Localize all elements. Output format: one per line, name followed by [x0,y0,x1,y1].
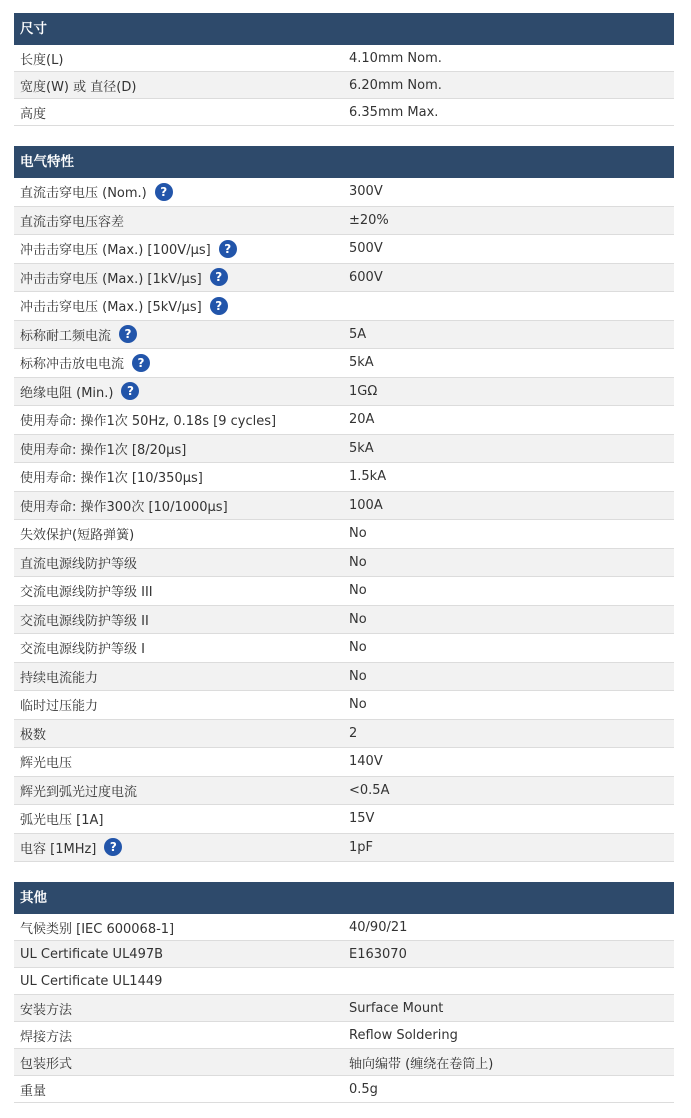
table-row [14,378,674,407]
row-value: 0.5g [349,1081,378,1097]
table-row [14,492,674,521]
table-row [14,995,674,1022]
row-label: 使用寿命: 操作300次 [10/1000µs] [20,499,228,515]
row-value: 2 [349,725,358,741]
row-label: 包装形式 [20,1056,73,1072]
table-row [14,406,674,435]
section-header: 尺寸 [14,13,674,45]
help-icon[interactable]: ? [121,382,139,400]
table-row [14,292,674,321]
table-row [14,99,674,126]
row-label: 持续电流能力 [20,670,99,686]
row-label-cell [14,182,343,201]
row-value: No [349,697,367,713]
table-row [14,1022,674,1049]
row-value: 20A [349,412,375,428]
row-label: 安装方法 [20,1002,73,1018]
row-label-cell [14,1053,343,1072]
row-label: 冲击击穿电压 (Max.) [100V/µs] [20,243,211,259]
row-label-cell [14,974,343,989]
row-label: 冲击击穿电压 (Max.) [1kV/µs] [20,271,202,287]
row-label: 失效保护(短路弹簧) [20,528,135,544]
row-value: 5kA [349,355,374,371]
row-label-cell [14,610,343,629]
row-label-cell [14,239,343,258]
row-label-cell [14,1026,343,1045]
row-value: 140V [349,754,383,770]
help-icon[interactable]: ? [219,240,237,258]
table-row [14,805,674,834]
row-label-cell [14,752,343,771]
table-row [14,520,674,549]
table-row [14,777,674,806]
table-row [14,663,674,692]
table-row [14,435,674,464]
table-row [14,235,674,264]
row-label-cell [14,49,343,68]
row-label-cell [14,781,343,800]
row-label: 辉光电压 [20,756,73,772]
section-header: 电气特性 [14,146,674,178]
row-label: 长度(L) [20,52,64,68]
row-value: <0.5A [349,782,390,798]
spec-section [14,13,674,126]
row-value: 5A [349,326,367,342]
table-row [14,1049,674,1076]
row-value: Reflow Soldering [349,1027,458,1043]
help-icon[interactable]: ? [155,183,173,201]
row-label-cell [14,211,343,230]
row-value: 6.20mm Nom. [349,77,442,93]
row-label-cell [14,353,343,372]
row-value: No [349,640,367,656]
help-icon[interactable]: ? [132,354,150,372]
table-row [14,72,674,99]
help-icon[interactable]: ? [210,297,228,315]
row-value: 1pF [349,839,374,855]
row-label: 直流击穿电压 (Nom.) [20,186,147,202]
table-row [14,748,674,777]
table-row [14,914,674,941]
spec-section [14,146,674,862]
row-value: 轴向编带 (缠绕在卷筒上) [349,1056,494,1072]
row-label-cell [14,524,343,543]
row-label-cell [14,467,343,486]
row-label: 宽度(W) 或 直径(D) [20,79,137,95]
row-label: 电容 [1MHz] [20,841,97,857]
row-label-cell [14,638,343,657]
row-label: 交流电源线防护等级 II [20,613,149,629]
row-label-cell [14,838,343,857]
row-value: 500V [349,241,383,257]
row-value: No [349,554,367,570]
row-label-cell [14,695,343,714]
row-label: 极数 [20,727,47,743]
spec-tables [14,13,674,1103]
row-label: 使用寿命: 操作1次 [8/20µs] [20,442,187,458]
row-value: ±20% [349,212,389,228]
table-row [14,606,674,635]
row-value: No [349,668,367,684]
table-row [14,207,674,236]
row-label: 绝缘电阻 (Min.) [20,385,114,401]
row-value: 1.5kA [349,469,387,485]
row-label: UL Certificate UL497B [20,946,164,962]
table-row [14,577,674,606]
table-row [14,463,674,492]
row-label-cell [14,947,343,962]
row-label: 直流击穿电压容差 [20,214,125,230]
row-label-cell [14,809,343,828]
row-label-cell [14,496,343,515]
table-row [14,321,674,350]
table-row [14,968,674,995]
row-label-cell [14,999,343,1018]
row-value: No [349,583,367,599]
row-label-cell [14,268,343,287]
table-row [14,264,674,293]
row-label-cell [14,382,343,401]
row-value: No [349,526,367,542]
table-row [14,634,674,663]
row-label: 直流电源线防护等级 [20,556,138,572]
row-label: 交流电源线防护等级 I [20,642,145,658]
row-label-cell [14,918,343,937]
row-label: 弧光电压 [1A] [20,813,104,829]
row-value: 15V [349,811,375,827]
row-label: 使用寿命: 操作1次 50Hz, 0.18s [9 cycles] [20,414,277,430]
row-value: 100A [349,497,383,513]
row-label-cell [14,724,343,743]
row-value: 5kA [349,440,374,456]
row-value: Surface Mount [349,1000,444,1016]
table-row [14,45,674,72]
row-value: 600V [349,269,383,285]
row-label-cell [14,581,343,600]
help-icon[interactable]: ? [119,325,137,343]
row-label: 使用寿命: 操作1次 [10/350µs] [20,471,203,487]
row-label: 标称冲击放电电流 [20,357,125,373]
row-label-cell [14,296,343,315]
row-label: UL Certificate UL1449 [20,973,163,989]
table-row [14,1076,674,1103]
row-label-cell [14,439,343,458]
row-label: 标称耐工频电流 [20,328,112,344]
row-label-cell [14,325,343,344]
table-row [14,349,674,378]
row-label-cell [14,553,343,572]
row-label: 冲击击穿电压 (Max.) [5kV/µs] [20,300,202,316]
row-value: E163070 [349,946,407,962]
row-label-cell [14,1080,343,1099]
table-row [14,720,674,749]
row-label-cell [14,103,343,122]
row-value: No [349,611,367,627]
table-row [14,691,674,720]
row-label: 高度 [20,106,47,122]
row-label: 重量 [20,1083,47,1099]
row-label: 临时过压能力 [20,699,99,715]
row-label-cell [14,410,343,429]
row-value: 1GΩ [349,383,378,399]
row-value: 6.35mm Max. [349,104,439,120]
spec-section [14,882,674,1103]
table-row [14,941,674,968]
row-value: 40/90/21 [349,919,408,935]
row-label-cell [14,667,343,686]
row-label: 气候类别 [IEC 600068-1] [20,921,175,937]
row-label: 交流电源线防护等级 III [20,585,153,601]
row-value: 4.10mm Nom. [349,50,442,66]
row-value: 300V [349,184,383,200]
help-icon[interactable]: ? [210,268,228,286]
row-label-cell [14,76,343,95]
help-icon[interactable]: ? [104,838,122,856]
table-row [14,834,674,863]
row-label: 焊接方法 [20,1029,73,1045]
section-header: 其他 [14,882,674,914]
table-row [14,549,674,578]
row-label: 辉光到弧光过度电流 [20,784,138,800]
table-row [14,178,674,207]
